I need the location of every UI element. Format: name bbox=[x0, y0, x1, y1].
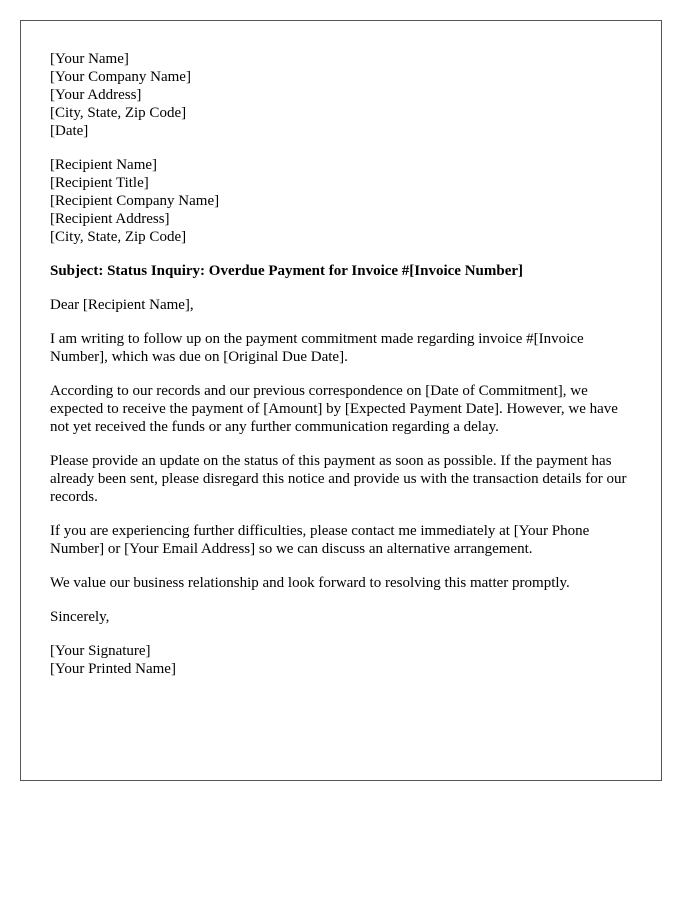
salutation: Dear [Recipient Name], bbox=[50, 297, 194, 313]
sender-name: [Your Name] bbox=[50, 51, 129, 67]
letter-date: [Date] bbox=[50, 123, 89, 139]
sender-block bbox=[50, 50, 633, 140]
body-paragraph-contact: If you are experiencing further difficulties, please contact me immediately at [Your Phone Number] or [Your Email Address] so we can discuss an alternative arrangement. bbox=[50, 523, 590, 557]
recipient-city-state-zip: [City, State, Zip Code] bbox=[50, 229, 187, 245]
signature: [Your Signature] bbox=[50, 643, 151, 659]
recipient-address: [Recipient Address] bbox=[50, 211, 170, 227]
recipient-block bbox=[50, 156, 633, 246]
body-paragraph-update-request: Please provide an update on the status of this payment as soon as possible. If the payment has already been sent, please disregard this notice and provide us with the transaction details for our records. bbox=[50, 453, 627, 505]
signature-block bbox=[50, 642, 633, 678]
closing: Sincerely, bbox=[50, 609, 110, 625]
printed-name: [Your Printed Name] bbox=[50, 661, 176, 677]
recipient-title: [Recipient Title] bbox=[50, 175, 149, 191]
sender-company: [Your Company Name] bbox=[50, 69, 191, 85]
body-paragraph-followup: I am writing to follow up on the payment commitment made regarding invoice #[Invoice Number], which was due on [Original Due Date]. bbox=[50, 331, 584, 365]
recipient-company: [Recipient Company Name] bbox=[50, 193, 220, 209]
subject-line: Subject: Status Inquiry: Overdue Payment for Invoice #[Invoice Number] bbox=[50, 263, 524, 279]
recipient-name: [Recipient Name] bbox=[50, 157, 158, 173]
letter-page bbox=[20, 20, 662, 781]
sender-address: [Your Address] bbox=[50, 87, 142, 103]
body-paragraph-records: According to our records and our previous correspondence on [Date of Commitment], we expected to receive the payment of [Amount] by [Expected Payment Date]. However, we have not yet received the funds or any further communication regarding a delay. bbox=[50, 383, 618, 435]
body-paragraph-relationship: We value our business relationship and look forward to resolving this matter promptly. bbox=[50, 575, 570, 591]
sender-city-state-zip: [City, State, Zip Code] bbox=[50, 105, 187, 121]
